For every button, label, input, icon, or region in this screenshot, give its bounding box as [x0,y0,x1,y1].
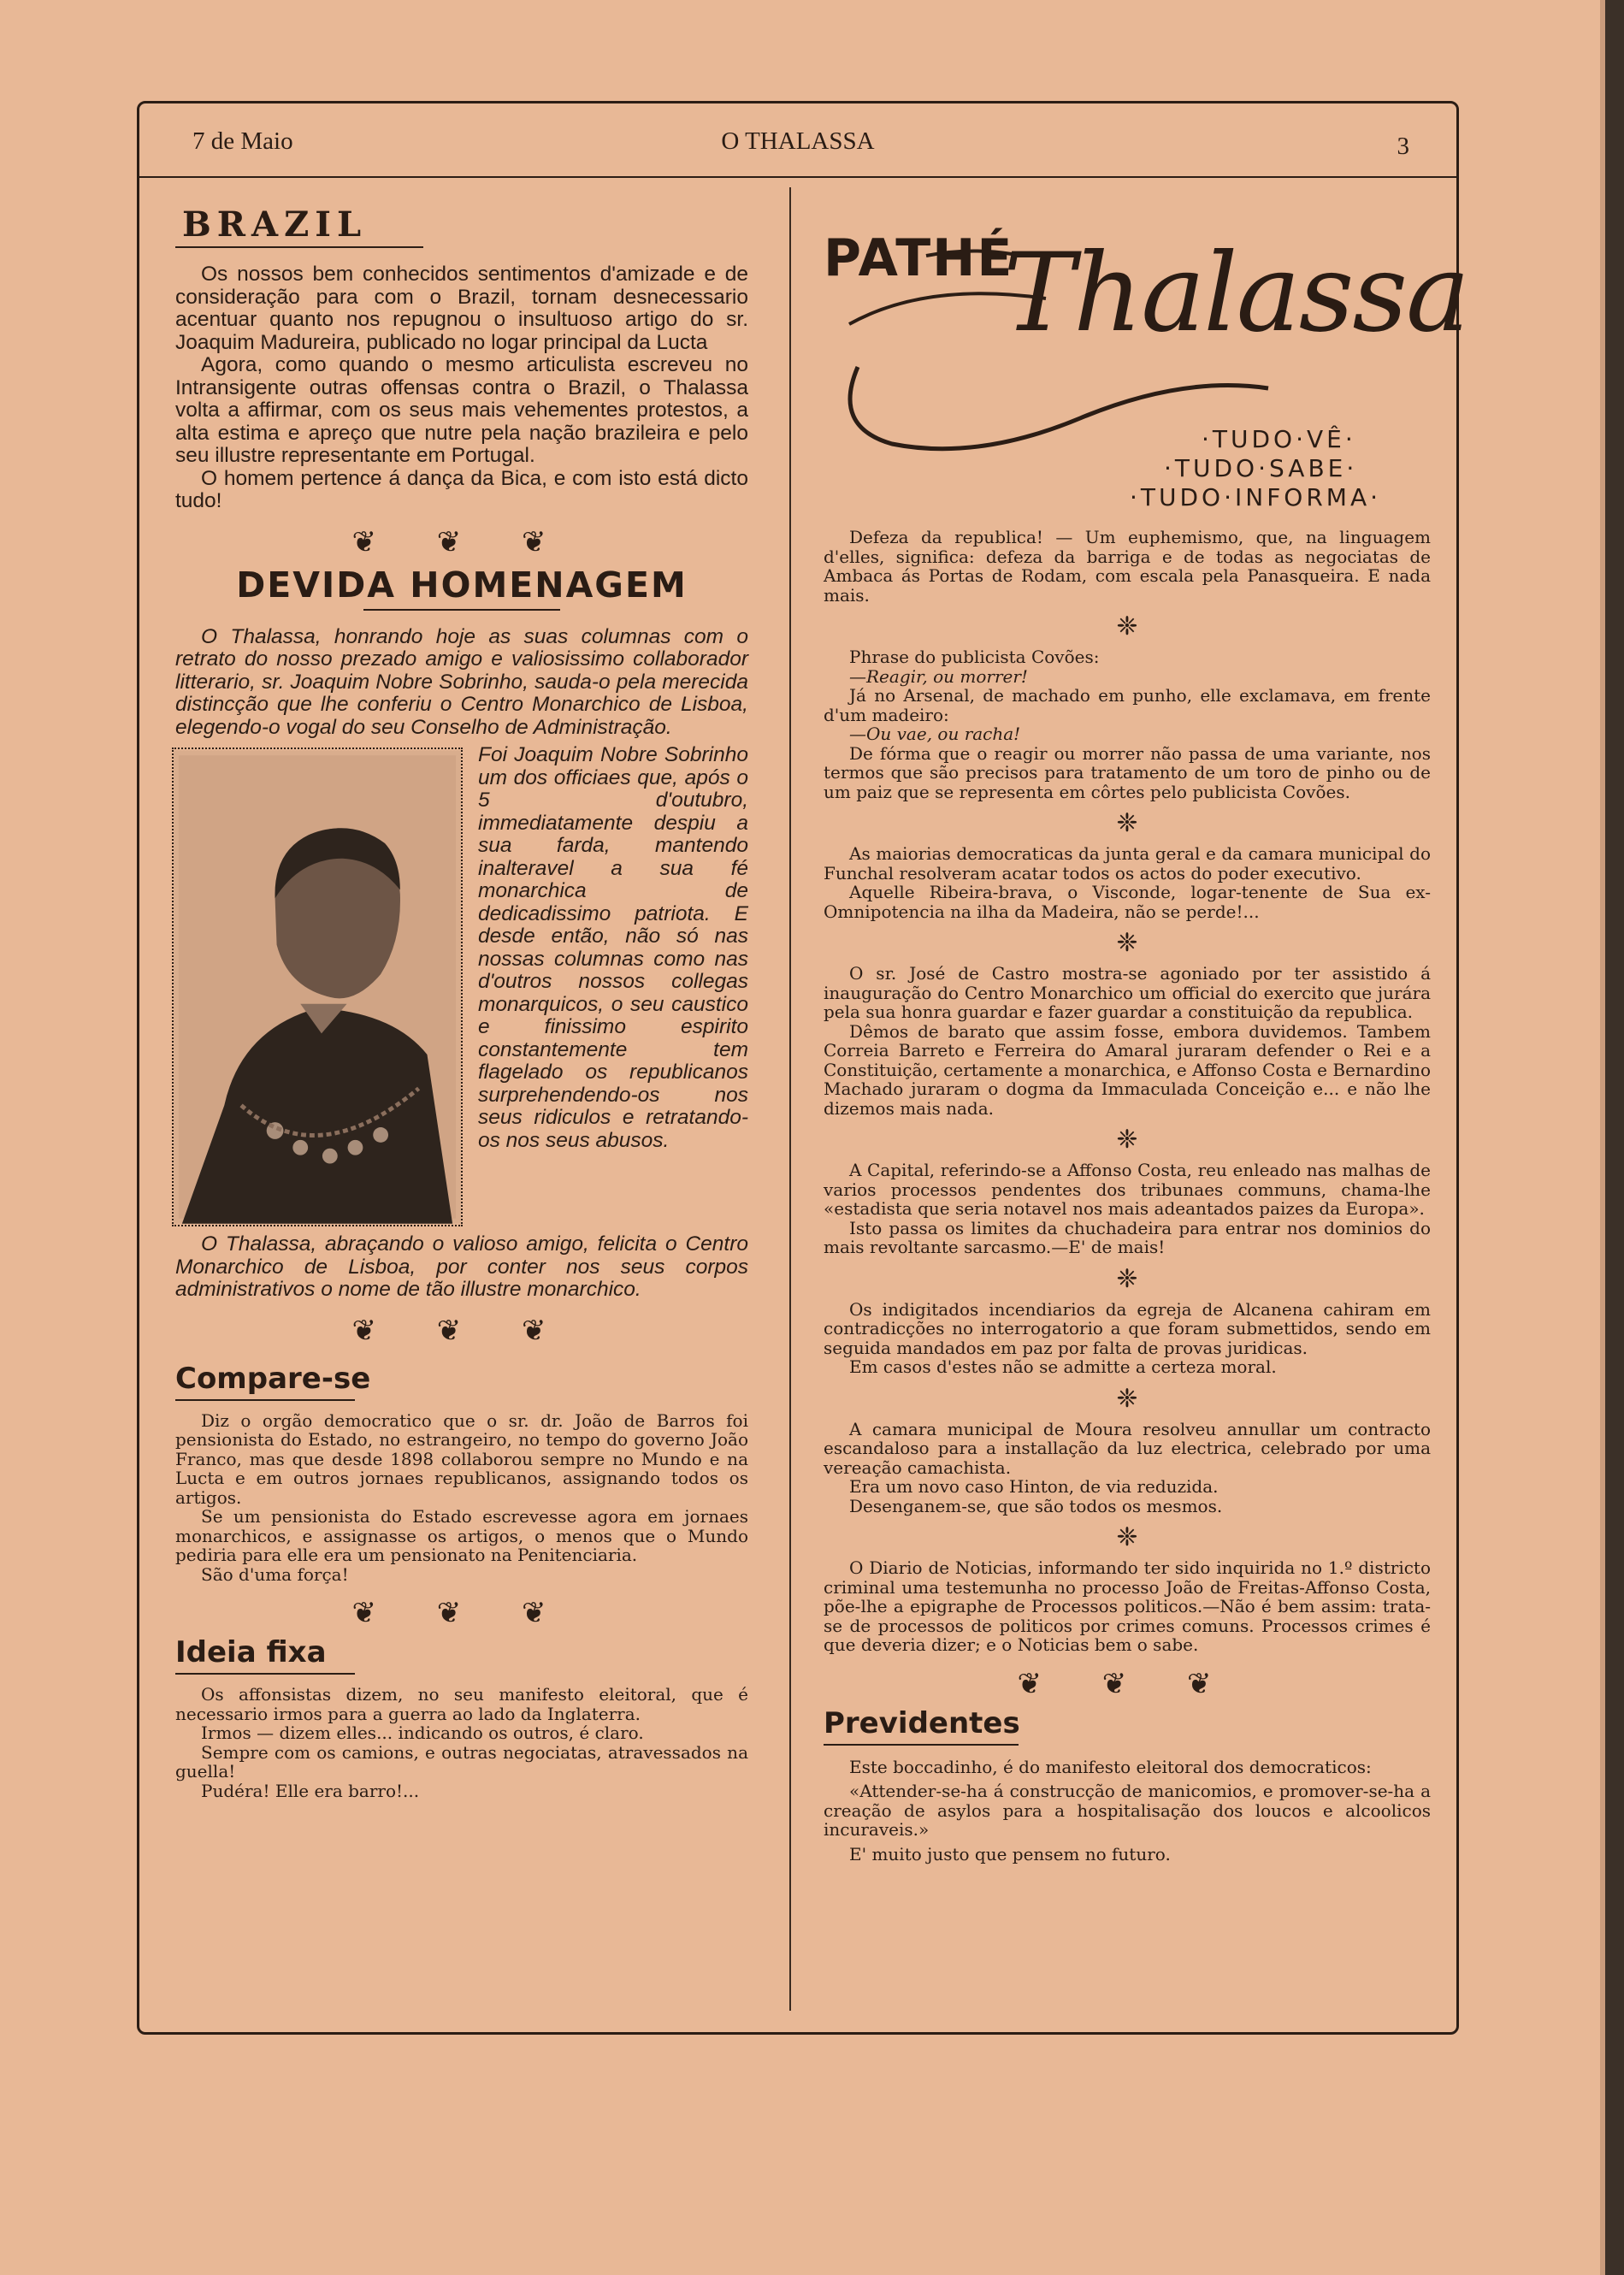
paragraph: As maiorias democraticas da junta geral e da camara municipal do Funchal resolveram acatar todos os actos do poder executivo. [824,843,1431,883]
page-edge [1605,0,1624,2275]
heading-rule [363,609,560,611]
paragraph: —Reagir, ou morrer! [849,665,1028,687]
ornament-divider: ❦ ❦ ❦ [1017,1666,1237,1701]
article-compare-se [175,1362,748,1585]
star-divider-icon: ❈ [1116,612,1138,641]
paragraph: Aquelle Ribeira-brava, o Visconde, logar-tenente de Sua ex-Omnipotencia na ilha da Madeira, não se perde!... [824,882,1431,922]
paragraph: E' muito justo que pensem no futuro. [849,1843,1171,1864]
pathe-thalassa-logo [824,204,1469,512]
logo-tagline: ·TUDO·INFORMA· [1130,483,1382,511]
article-heading: Ideia fixa [175,1635,327,1669]
article-heading: BRAZIL [182,204,368,245]
ornament-divider: ❦ ❦ ❦ [351,1596,572,1630]
paragraph: A camara municipal de Moura resolveu annullar um contracto escandaloso para a installação da luz electrica, celebrado por uma vereação camachista. [824,1418,1431,1478]
paragraph: —Ou vae, ou racha! [849,724,1021,744]
paragraph: Agora, como quando o mesmo articulista escreveu no Intransigente outras offensas contra o Brazil, o Thalassa volta a affirmar, com os seus mais vehementes protestos, a alta estima e apreço que nutre pela nação brazileira e pelo seu illustre representante em Portugal. [175,353,748,467]
paragraph: São d'uma força! [201,1563,349,1585]
paragraph: Já no Arsenal, de machado em punho, elle exclamava, em frente d'um madeiro: [824,685,1431,725]
paragraph: Irmos — dizem elles... indicando os outros, é claro. [201,1722,644,1743]
paragraph: O homem pertence á dança da Bica, e com isto está dicto tudo! [175,466,748,512]
article-brazil [175,204,748,513]
page-number: 3 [1397,133,1409,160]
left-column [175,204,748,1800]
heading-rule [175,1399,355,1401]
news-item [824,1161,1431,1257]
star-divider-icon: ❈ [1116,808,1138,838]
paragraph: «Attender-se-ha á construcção de manicomios, e promover-se-ha a creação de asylos para a hospitalisação dos loucos e alcoolicos incuraveis.» [824,1781,1431,1840]
portrait-photo [172,748,463,1226]
header-rule [139,176,1456,178]
paragraph: Isto passa os limites da chuchadeira para entrar nos dominios do mais revoltante sarcasmo.—E' de mais! [824,1217,1431,1257]
news-item [824,528,1431,605]
news-item [824,844,1431,921]
paragraph: Os affonsistas dizem, no seu manifesto eleitoral, que é necessario irmos para a guerra ao lado da Inglaterra. [175,1684,748,1724]
article-devida-homenagem [175,564,748,1302]
article-previdentes [824,1706,1431,1864]
heading-rule [175,1673,355,1675]
paragraph: Defeza da republica! — Um euphemismo, que, na linguagem d'elles, significa: defeza da barriga e de todas as negociatas de Ambaca ás Portas de Rodam, com escala pela Panasqueira. E nada mais. [824,527,1431,606]
news-item [824,1558,1431,1655]
paragraph: Os indigitados incendiarios da egreja de Alcanena cahiram em contradicções no interrogatorio a que foram submettidos, sendo em seguida mandados em paz por falta de provas juridicas. [824,1298,1431,1358]
paragraph: Se um pensionista do Estado escrevesse agora em jornaes monarchicos, e assignasse os artigos, o menos que o Mundo pediria para elle era um pensionato na Penitenciaria. [175,1506,748,1565]
column-divider [789,187,791,2011]
logo-tagline: ·TUDO·VÊ· [1202,425,1356,453]
newspaper-title: O THALASSA [721,127,875,155]
portrait-image [172,748,463,1226]
ornament-divider: ❦ ❦ ❦ [351,524,572,559]
star-divider-icon: ❈ [1116,1125,1138,1155]
ornament-divider: ❦ ❦ ❦ [351,1313,572,1348]
star-divider-icon: ❈ [1116,1522,1138,1552]
article-heading: DEVIDA HOMENAGEM [236,564,688,606]
paragraph: A Capital, referindo-se a Affonso Costa, reu enleado nas malhas de varios processos pendentes dos tribunaes communs, chama-lhe «estadista que seria notavel nos mais adeantados paizes da Europa». [824,1160,1431,1219]
paragraph: Foi Joaquim Nobre Sobrinho um dos officiaes que, após o 5 d'outubro, immediatamente despiu a sua farda, mantendo inalteravel a sua fé monarchica de dedicadissimo patriota. E desde então, não só nas nossas columnas como nas d'outros nossos collegas monarquicos, o seu caustico e finissimo espirito constantemente tem flagelado os republicanos surprehendendo-os nos seus ridiculos e retratando-os nos seus abusos. [478,743,748,1152]
paragraph: O Thalassa, honrando hoje as suas columnas com o retrato do nosso prezado amigo e valiosissimo collaborador litterario, sr. Joaquim Nobre Sobrinho, sauda-o pela merecida distincção que lhe conferiu o Centro Monarchico de Lisboa, elegendo-o vogal do seu Conselho de Administração. [175,624,748,739]
heading-rule [824,1744,1019,1746]
news-item [824,1300,1431,1377]
paragraph: Dêmos de barato que assim fosse, embora duvidemos. Tambem Correia Barreto e Ferreira do Amaral juraram defender o Rei e a Constituição, certamente a monarchica, e Affonso Costa e Bernardino Machado juraram o dogma da Immaculada Conceição e... e não lhe dizemos mais nada. [824,1020,1431,1119]
paragraph: Este boccadinho, é do manifesto eleitoral dos democraticos: [849,1756,1372,1777]
star-divider-icon: ❈ [1116,1383,1138,1414]
paragraph: O sr. José de Castro mostra-se agoniado por ter assistido á inauguração do Centro Monarchico um official do exercito que jurára pela sua honra guardar e fazer guardar a constituição da republica. [824,963,1431,1022]
paragraph: Phrase do publicista Covões: [849,647,1100,667]
page-frame [137,101,1469,2035]
paragraph: O Thalassa, abraçando o valioso amigo, felicita o Centro Monarchico de Lisboa, por conter nos seus corpos administrativos o nome de tão illustre monarchico. [175,1232,748,1301]
news-item [824,647,1431,801]
article-heading: Previdentes [824,1705,1020,1740]
paragraph: Diz o orgão democratico que o sr. dr. João de Barros foi pensionista do Estado, no estrangeiro, no tempo do governo João Franco, mas que desde 1898 collaborou sempre no Mundo e na Lucta e em outros jornaes republicanos, assignando todos os artigos. [175,1409,748,1508]
logo-tagline: ·TUDO·SABE· [1164,454,1358,482]
paragraph: De fórma que o reagir ou morrer não passa de uma variante, nos termos que são precisos para tratamento de um toro de pinho ou de um paiz que se representa em côrtes pelo publicista Covões. [824,742,1431,802]
paragraph: Sempre com os camions, e outras negociatas, atravessados na guella! [175,1741,748,1782]
paragraph: Desenganem-se, que são todos os mesmos. [849,1495,1223,1516]
issue-date: 7 de Maio [192,127,293,155]
article-ideia-fixa [175,1635,748,1800]
paragraph: Era um novo caso Hinton, de via reduzida. [849,1476,1219,1497]
logo-pathe-text: PATHÉ [824,228,1014,288]
star-divider-icon: ❈ [1116,928,1138,958]
news-item [824,1420,1431,1516]
paragraph: O Diario de Noticias, informando ter sido inquirida no 1.º districto criminal uma testemunha no processo João de Freitas-Affonso Costa, põe-lhe a epigraphe de Processos politicos.—Não é bem assim: trata-se de processos de politicos por crimes comuns. Processos crimes é que deveria dizer; e o Noticias bem o sabe. [824,1557,1431,1655]
logo-script-text: Thalassa [1003,230,1469,356]
right-column [824,204,1469,1864]
news-item [824,964,1431,1118]
star-divider-icon: ❈ [1116,1263,1138,1294]
paragraph: Pudéra! Elle era barro!... [201,1780,420,1801]
article-heading: Compare-se [175,1361,371,1396]
heading-rule [175,246,423,248]
paragraph: Em casos d'estes não se admitte a certeza moral. [849,1356,1277,1377]
paragraph: Os nossos bem conhecidos sentimentos d'amizade e de consideração para com o Brazil, tornam desnecessario acentuar quanto nos repugnou o insultuoso artigo do sr. Joaquim Madureira, publicado no logar principal da Lucta [175,263,748,354]
